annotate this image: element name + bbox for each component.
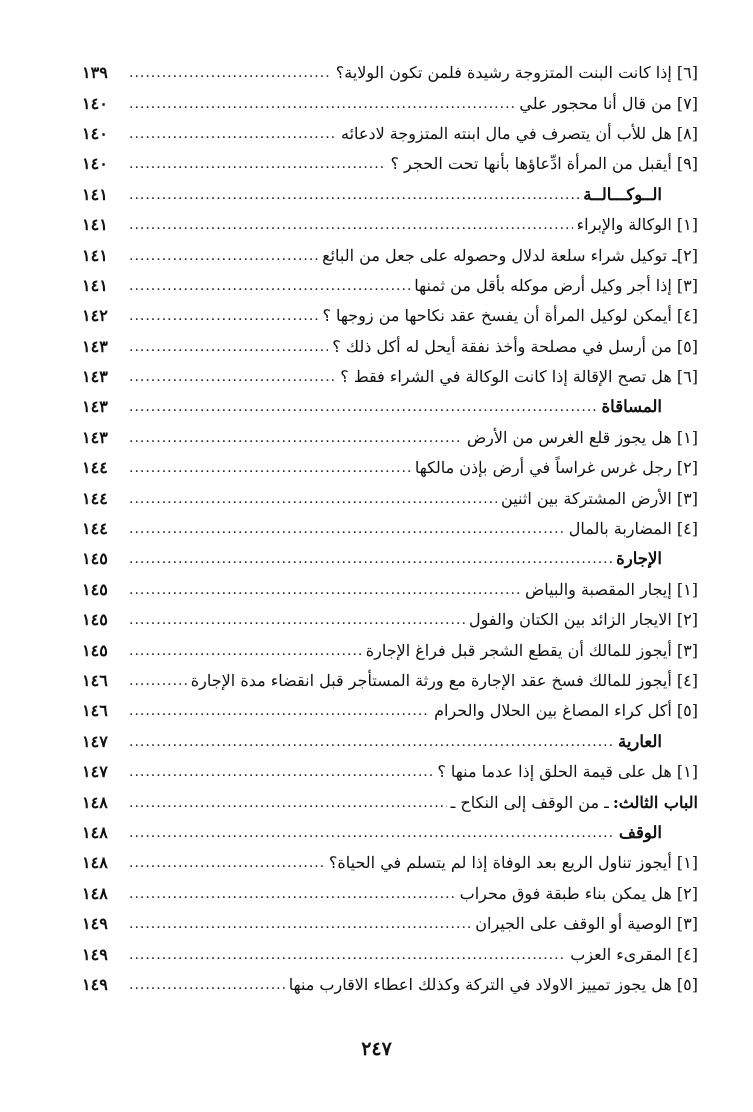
- dot-leader: [126, 732, 614, 752]
- toc-page-number: ١٤٠: [82, 154, 108, 174]
- toc-entry-title: الوقف: [618, 822, 662, 842]
- toc-entry-title: [٤] المضاربة بالمال: [568, 519, 698, 539]
- toc-page-number: ١٤٥: [82, 610, 108, 630]
- toc-entry: [82, 240, 698, 270]
- toc-entry-title: [١] هل على قيمة الحلق إذا عدما منها ؟: [437, 762, 698, 782]
- toc-entry-title: [٢]ـ توكيل شراء سلعة لدلال وحصوله على جعل من البائع: [322, 245, 698, 265]
- dot-leader: [126, 549, 612, 569]
- toc-entry-title: [٣] الوصية أو الوقف على الجيران: [475, 914, 698, 934]
- dot-leader: [126, 884, 456, 904]
- toc-entry-title: [٣] الأرض المشتركة بين اثنين: [501, 488, 698, 508]
- toc-entry-title: [٥] من أرسل في مصلحة وأخذ نفقة أيحل له أكل ذلك ؟: [332, 336, 698, 356]
- toc-entry: [82, 149, 698, 179]
- toc-entry-title: [٢] رجل غرس غراساً في أرض بإذن مالكها: [414, 458, 698, 478]
- toc-entry-title: [٤] المقرىء العزب: [570, 944, 698, 964]
- page-number: ٢٤٧: [361, 1038, 392, 1060]
- toc-entry-title: [١] أيجوز تناول الريع بعد الوفاة إذا لم يتسلم في الحياة؟: [328, 853, 698, 873]
- toc-entry: [82, 88, 698, 118]
- toc-entry: [82, 301, 698, 331]
- toc-section-heading: [82, 180, 698, 210]
- toc-page-number: ١٣٩: [82, 63, 108, 83]
- dot-leader: [126, 489, 497, 509]
- toc-entry: [82, 848, 698, 878]
- dot-leader: [126, 428, 463, 448]
- toc-entry: [82, 119, 698, 149]
- toc-entry-title: [١] الوكالة والإبراء: [576, 215, 698, 235]
- toc-entry-title: [٦] هل تصح الإقالة إذا كانت الوكالة في الشراء فقط ؟: [340, 367, 698, 387]
- dot-leader: [126, 762, 433, 782]
- toc-entry: [82, 909, 698, 939]
- toc-page-number: ١٤٨: [82, 883, 108, 903]
- dot-leader: [126, 215, 573, 235]
- dot-leader: [126, 975, 285, 995]
- dot-leader: [126, 914, 471, 934]
- table-of-contents: [82, 58, 698, 1000]
- dot-leader: [126, 185, 579, 205]
- toc-section-heading: [82, 392, 698, 422]
- toc-entry-title: الــوكـــالــة: [583, 184, 662, 204]
- toc-entry: [82, 483, 698, 513]
- toc-entry: [82, 575, 698, 605]
- dot-leader: [126, 63, 332, 83]
- toc-entry: [82, 58, 698, 88]
- toc-entry-title: [٢] الايجار الزائد بين الكتان والفول: [468, 610, 698, 630]
- dot-leader: [126, 367, 336, 387]
- toc-entry-title: [٤] أيمكن لوكيل المرأة أن يفسخ عقد نكاحها من زوجها ؟: [322, 306, 698, 326]
- toc-entry-title: [٥] هل يجوز تمييز الاولاد في التركة وكذلك اعطاء الاقارب منها: [288, 974, 698, 994]
- toc-page-number: ١٤٣: [82, 336, 108, 356]
- toc-entry: [82, 757, 698, 787]
- toc-page-number: ١٤٨: [82, 792, 108, 812]
- dot-leader: [126, 641, 362, 661]
- dot-leader: [126, 124, 337, 144]
- toc-page-number: ١٤٢: [82, 306, 108, 326]
- dot-leader: [126, 246, 318, 266]
- dot-leader: [126, 610, 465, 630]
- toc-entry: [82, 332, 698, 362]
- dot-leader: [126, 701, 430, 721]
- toc-entry: [82, 666, 698, 696]
- toc-entry-title: [٦] إذا كانت البنت المتزوجة رشيدة فلمن تكون الولاية؟: [335, 63, 698, 83]
- toc-entry-title: [٧] من قال أنا محجور علي: [519, 93, 698, 113]
- toc-entry-title: الباب الثالث:: [612, 792, 698, 812]
- toc-page-number: ١٤٧: [82, 762, 108, 782]
- dot-leader: [126, 154, 386, 174]
- toc-entry-title: [٩] أيقبل من المرأة ادِّعاؤها بأنها تحت الحجر ؟: [390, 154, 698, 174]
- toc-page-number: ١٤٨: [82, 853, 108, 873]
- toc-entry: [82, 970, 698, 1000]
- toc-page-number: ١٤٣: [82, 397, 108, 417]
- toc-section-heading: [82, 544, 698, 574]
- dot-leader: [126, 276, 410, 296]
- dot-leader: [126, 671, 187, 691]
- toc-page-number: ١٤٩: [82, 974, 108, 994]
- toc-page-number: ١٤٩: [82, 914, 108, 934]
- toc-section-heading: [82, 727, 698, 757]
- toc-page-number: ١٤٣: [82, 427, 108, 447]
- toc-page-number: ١٤١: [82, 184, 108, 204]
- toc-entry-title: [٥] أكل كراء المصاغ بين الحلال والحرام: [434, 701, 698, 721]
- toc-chapter-subtitle: ـ من الوقف إلى النكاح ـ: [450, 792, 609, 812]
- toc-chapter-heading: [82, 787, 698, 817]
- toc-page-number: ١٤٤: [82, 458, 108, 478]
- dot-leader: [126, 458, 411, 478]
- dot-leader: [126, 519, 565, 539]
- toc-page-number: ١٤٣: [82, 367, 108, 387]
- toc-entry-title: [١] هل يجوز قلع الغرس من الأرض: [466, 427, 698, 447]
- dot-leader: [126, 306, 318, 326]
- toc-entry: [82, 453, 698, 483]
- dot-leader: [126, 793, 447, 813]
- toc-entry-title: الإجارة: [616, 549, 662, 569]
- toc-entry-title: [٣] أيجوز للمالك أن يقطع الشجر قبل فراغ الإجارة: [365, 640, 698, 660]
- toc-page-number: ١٤٥: [82, 549, 108, 569]
- toc-page-number: ١٤٦: [82, 701, 108, 721]
- toc-entry: [82, 635, 698, 665]
- toc-page-number: ١٤١: [82, 275, 108, 295]
- toc-entry-title: [١] إيجار المقصبة والبياض: [524, 579, 698, 599]
- toc-entry: [82, 210, 698, 240]
- toc-page-number: ١٤٤: [82, 488, 108, 508]
- toc-page-number: ١٤١: [82, 215, 108, 235]
- toc-entry: [82, 605, 698, 635]
- toc-entry-title: [٢] هل يمكن بناء طبقة فوق محراب: [459, 883, 698, 903]
- toc-entry: [82, 939, 698, 969]
- dot-leader: [126, 945, 566, 965]
- toc-entry: [82, 362, 698, 392]
- dot-leader: [126, 853, 325, 873]
- toc-page-number: ١٤٦: [82, 671, 108, 690]
- toc-page-number: ١٤٠: [82, 93, 108, 113]
- toc-page-number: ١٤٤: [82, 519, 108, 539]
- dot-leader: [126, 823, 615, 843]
- toc-entry-title: [٨] هل للأب أن يتصرف في مال ابنته المتزوجة لادعائه: [341, 123, 698, 143]
- toc-entry-title: [٤] أيجوز للمالك فسخ عقد الإجارة مع ورثة المستأجر قبل انقضاء مدة الإجارة: [190, 671, 698, 690]
- toc-entry-title: العارية: [617, 731, 662, 751]
- toc-section-heading: [82, 818, 698, 848]
- toc-entry: [82, 271, 698, 301]
- toc-entry: [82, 423, 698, 453]
- toc-page-number: ١٤٩: [82, 944, 108, 964]
- toc-page-number: ١٤٥: [82, 640, 108, 660]
- toc-entry: [82, 696, 698, 726]
- toc-page-number: ١٤٠: [82, 123, 108, 143]
- dot-leader: [126, 580, 521, 600]
- toc-page-number: ١٤٨: [82, 822, 108, 842]
- dot-leader: [126, 94, 515, 114]
- dot-leader: [126, 337, 328, 357]
- dot-leader: [126, 397, 598, 417]
- toc-page-number: ١٤٥: [82, 579, 108, 599]
- toc-entry: [82, 514, 698, 544]
- toc-entry: [82, 879, 698, 909]
- toc-entry-title: المساقاة: [601, 397, 662, 417]
- toc-page-number: ١٤٧: [82, 731, 108, 751]
- toc-entry-title: [٣] إذا أجر وكيل أرض موكله بأقل من ثمنها: [414, 275, 698, 295]
- toc-page-number: ١٤١: [82, 245, 108, 265]
